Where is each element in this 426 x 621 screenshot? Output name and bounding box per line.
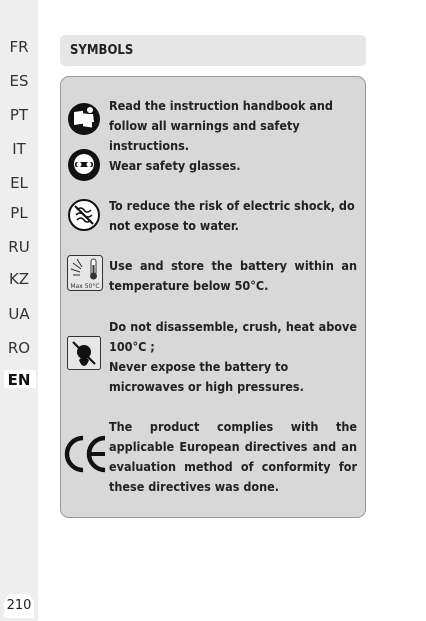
language-sidebar	[0, 0, 38, 621]
safety-glasses-icon	[67, 148, 101, 186]
symbol-text-no-microwave: Never expose the battery to microwaves or high pressures.	[109, 359, 304, 394]
lang-ru[interactable]: RU	[8, 238, 30, 256]
lang-kz[interactable]: KZ	[8, 270, 30, 288]
section-title: SYMBOLS	[70, 43, 134, 58]
lang-es[interactable]: ES	[9, 72, 29, 90]
section-header	[60, 35, 366, 66]
lang-fr[interactable]: FR	[9, 38, 29, 56]
symbol-text-ce-compliance: The product complies with the applicable European directives and an evaluation method of conformity for these directives was done.	[109, 419, 357, 494]
page-number: 210	[4, 594, 34, 618]
lang-el[interactable]: EL	[10, 174, 28, 192]
symbol-text-no-water: To reduce the risk of electric shock, do not expose to water.	[109, 198, 355, 233]
lang-pl[interactable]: PL	[10, 204, 28, 222]
lang-pt[interactable]: PT	[9, 106, 29, 124]
lang-ro[interactable]: RO	[7, 339, 31, 357]
read-manual-icon	[67, 102, 101, 140]
lang-en[interactable]: EN	[7, 371, 31, 389]
max-temp-label: Max 50°C	[70, 283, 100, 290]
symbols-panel	[60, 76, 366, 518]
no-water-icon	[67, 198, 101, 236]
symbol-text-no-disassemble: Do not disassemble, crush, heat above 100°C ;	[109, 319, 357, 354]
no-fire-crush-icon	[67, 336, 101, 374]
symbol-text-safety-glasses: Wear safety glasses.	[109, 158, 241, 173]
ce-mark-icon	[63, 434, 109, 478]
symbol-text-max-temperature: Use and store the battery within an temperature below 50°C.	[109, 258, 357, 293]
lang-it[interactable]: IT	[12, 140, 26, 158]
symbol-text-read-manual: Read the instruction handbook and follow all warnings and safety instructions.	[109, 98, 333, 153]
lang-ua[interactable]: UA	[8, 305, 30, 323]
